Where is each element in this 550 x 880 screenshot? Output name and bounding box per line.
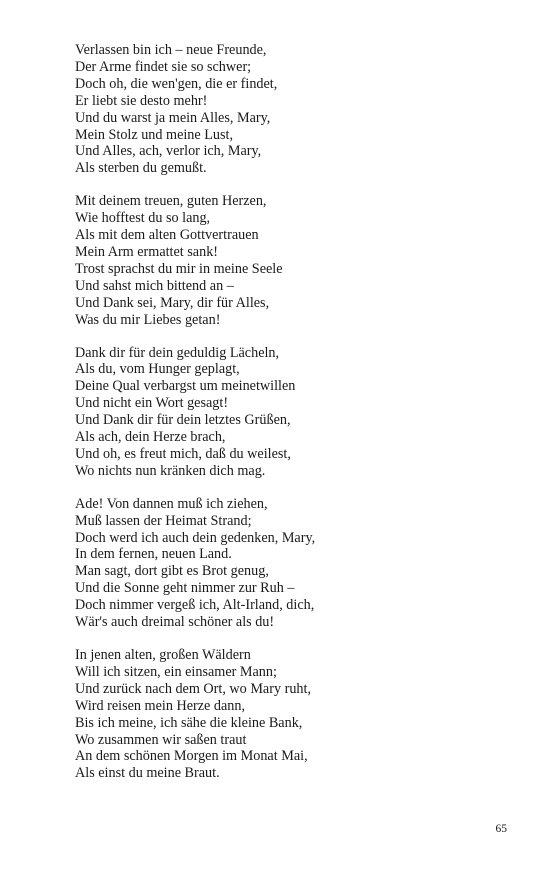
poem-line: Wär's auch dreimal schöner als du! [75, 614, 275, 631]
poem-line: Will ich sitzen, ein einsamer Mann; [75, 663, 277, 680]
poem-line: Deine Qual verbargst um meinetwillen [75, 378, 296, 395]
poem-line: Bis ich meine, ich sähe die kleine Bank, [75, 714, 303, 731]
poem-line: Doch oh, die wen'gen, die er findet, [75, 75, 278, 92]
poem-line: In dem fernen, neuen Land. [75, 546, 232, 563]
poem-line: Wo zusammen wir saßen traut [75, 731, 247, 748]
poem [75, 42, 515, 798]
stanza-3 [75, 345, 515, 480]
poem-line: Der Arme findet sie so schwer; [75, 58, 252, 75]
poem-line: Und du warst ja mein Alles, Mary, [75, 109, 271, 126]
poem-line: Und Dank dir für dein letztes Grüßen, [75, 412, 291, 429]
poem-line: Als einst du meine Braut. [75, 765, 220, 782]
poem-line: Und nicht ein Wort gesagt! [75, 395, 229, 412]
poem-line: Ade! Von dannen muß ich ziehen, [75, 495, 268, 512]
stanza-2 [75, 193, 515, 328]
poem-line: Als mit dem alten Gottvertrauen [75, 227, 259, 244]
poem-line: An dem schönen Morgen im Monat Mai, [75, 748, 308, 765]
page-number: 65 [495, 823, 507, 835]
poem-line: Verlassen bin ich – neue Freunde, [75, 42, 267, 58]
poem-line: Doch nimmer vergeß ich, Alt-Irland, dich, [75, 597, 315, 614]
poem-line: Trost sprachst du mir in meine Seele [75, 260, 283, 277]
poem-line: Doch werd ich auch dein gedenken, Mary, [75, 529, 316, 546]
poem-line: Und sahst mich bittend an – [75, 277, 234, 294]
poem-line: Muß lassen der Heimat Strand; [75, 512, 252, 529]
stanza-1 [75, 42, 515, 177]
poem-line: Als du, vom Hunger geplagt, [75, 361, 240, 378]
poem-line: Und Alles, ach, verlor ich, Mary, [75, 143, 262, 160]
poem-line: Und Dank sei, Mary, dir für Alles, [75, 294, 270, 311]
stanza-4 [75, 496, 515, 631]
poem-line: Mit deinem treuen, guten Herzen, [75, 193, 267, 210]
stanza-5 [75, 647, 515, 782]
poem-line: Er liebt sie desto mehr! [75, 92, 208, 109]
poem-line: Wird reisen mein Herze dann, [75, 697, 246, 714]
poem-line: Man sagt, dort gibt es Brot genug, [75, 563, 269, 580]
poem-line: In jenen alten, großen Wäldern [75, 647, 251, 663]
poem-line: Wo nichts nun kränken dich mag. [75, 462, 266, 479]
poem-line: Dank dir für dein geduldig Lächeln, [75, 344, 280, 361]
poem-line: Als ach, dein Herze brach, [75, 429, 226, 446]
poem-line: Was du mir Liebes getan! [75, 311, 221, 328]
poem-line: Und oh, es freut mich, daß du weilest, [75, 445, 291, 462]
poem-line: Mein Arm ermattet sank! [75, 243, 219, 260]
poem-line: Als sterben du gemußt. [75, 160, 207, 177]
poem-line: Und die Sonne geht nimmer zur Ruh – [75, 580, 295, 597]
poem-line: Und zurück nach dem Ort, wo Mary ruht, [75, 680, 311, 697]
poem-line: Mein Stolz und meine Lust, [75, 126, 234, 143]
poem-line: Wie hofftest du so lang, [75, 210, 211, 227]
